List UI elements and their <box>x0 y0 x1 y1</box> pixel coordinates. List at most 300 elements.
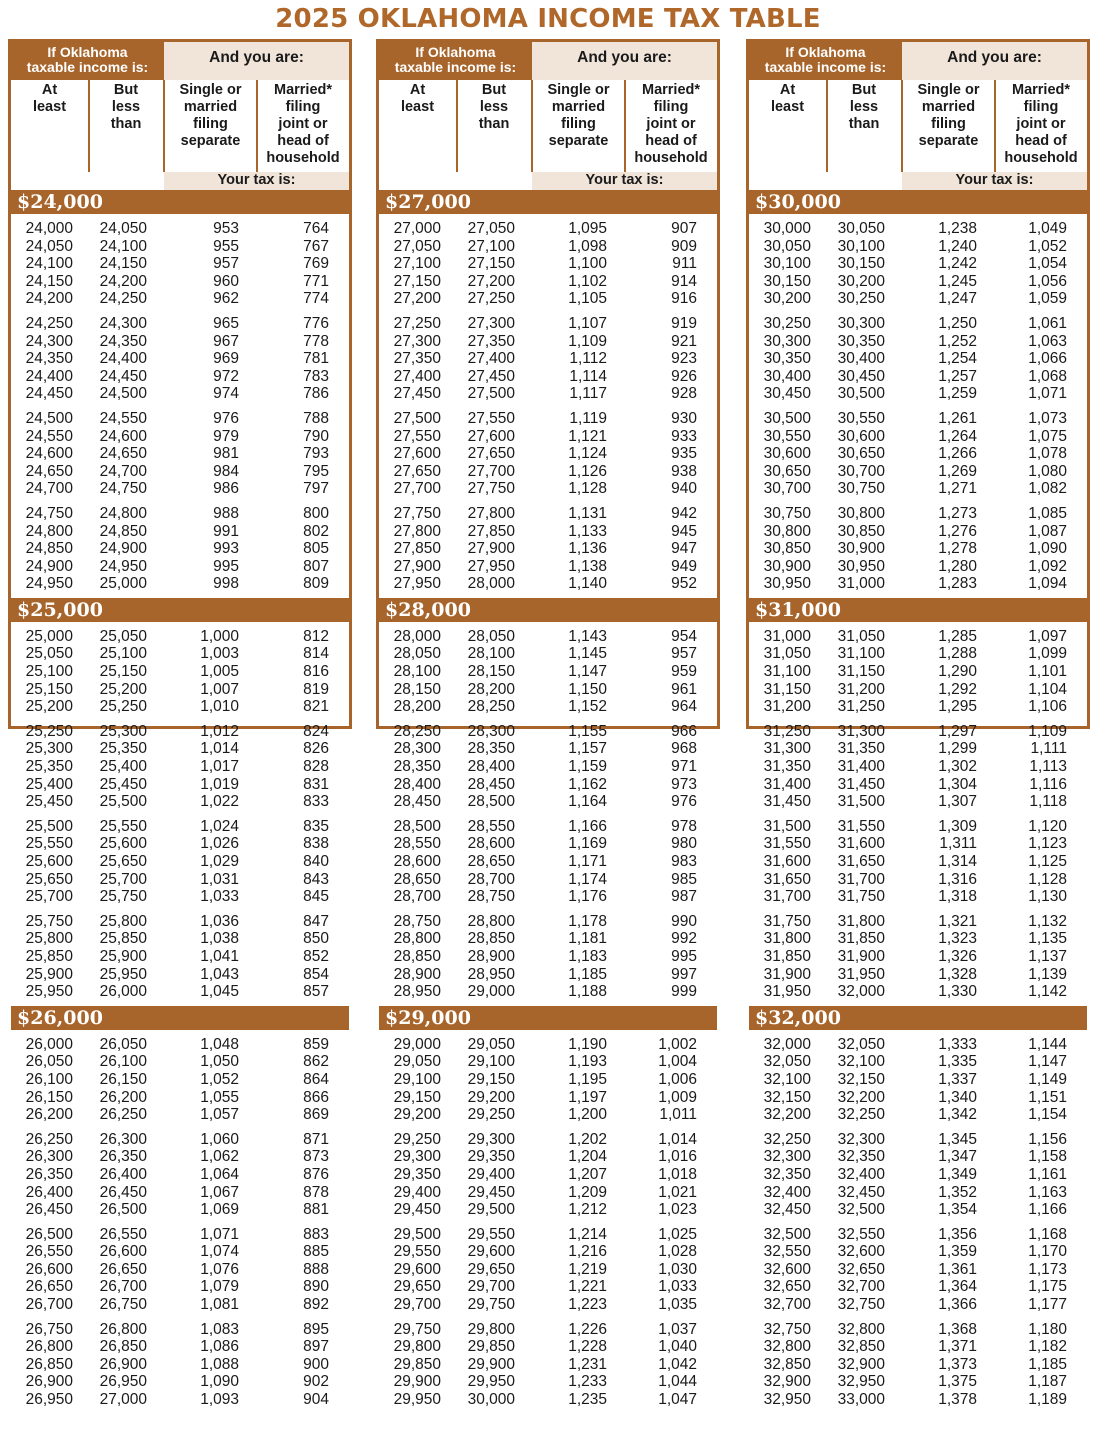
single-tax-cell: 1,067 <box>200 1183 239 1201</box>
row-group <box>749 913 1087 1001</box>
but-less-than-cell: 29,500 <box>467 1201 515 1219</box>
at-least-cell: 31,000 <box>763 627 811 645</box>
table-row <box>11 698 349 716</box>
at-least-cell: 28,650 <box>393 870 441 888</box>
single-header <box>532 80 625 172</box>
married-tax-cell: 1,144 <box>1028 1035 1067 1053</box>
row-group <box>11 220 349 308</box>
table-row <box>11 1373 349 1391</box>
at-least-cell: 24,300 <box>25 332 73 350</box>
married-tax-cell: 897 <box>303 1338 329 1356</box>
but-less-than-cell: 25,550 <box>99 817 147 835</box>
single-tax-cell: 965 <box>213 314 239 332</box>
table-row <box>11 948 349 966</box>
but-less-than-cell: 24,350 <box>99 332 147 350</box>
married-tax-cell: 854 <box>303 965 329 983</box>
single-tax-cell: 1,197 <box>568 1088 607 1106</box>
table-row <box>11 1071 349 1089</box>
table-row <box>379 575 717 593</box>
single-tax-cell: 1,033 <box>200 888 239 906</box>
at-least-cell: 30,350 <box>763 350 811 368</box>
at-least-cell: 32,200 <box>763 1106 811 1124</box>
your-tax-header: Your tax is: <box>902 172 1087 190</box>
single-tax-cell: 1,136 <box>568 540 607 558</box>
single-tax-cell: 984 <box>213 462 239 480</box>
table-row <box>11 1356 349 1374</box>
single-tax-cell: 995 <box>213 557 239 575</box>
single-tax-cell: 1,114 <box>569 367 607 385</box>
table-row <box>379 238 717 256</box>
but-less-than-cell: 25,350 <box>99 740 147 758</box>
at-least-cell: 31,750 <box>763 912 811 930</box>
married-tax-cell: 819 <box>303 680 329 698</box>
table-row <box>749 1131 1087 1149</box>
table-row <box>379 983 717 1001</box>
header-line: less <box>479 99 509 115</box>
married-tax-cell: 866 <box>303 1088 329 1106</box>
married-tax-cell: 767 <box>303 237 329 255</box>
but-less-than-cell: 26,150 <box>99 1070 147 1088</box>
section-bar: $26,000 <box>11 1006 349 1030</box>
at-least-cell: 30,750 <box>763 504 811 522</box>
table-row <box>749 628 1087 646</box>
table-row <box>379 888 717 906</box>
single-tax-cell: 1,321 <box>938 912 977 930</box>
table-row <box>749 966 1087 984</box>
but-less-than-cell: 32,300 <box>837 1130 885 1148</box>
row-group <box>379 220 717 308</box>
married-tax-cell: 862 <box>303 1053 329 1071</box>
single-tax-cell: 1,375 <box>938 1373 977 1391</box>
at-least-cell: 30,700 <box>763 480 811 498</box>
table-row <box>11 333 349 351</box>
column-divider <box>88 80 90 172</box>
table-row <box>379 505 717 523</box>
single-tax-cell: 1,183 <box>568 947 607 965</box>
status-header: And you are: <box>164 42 349 80</box>
table-row <box>11 505 349 523</box>
at-least-cell: 26,450 <box>25 1201 73 1219</box>
row-group <box>379 913 717 1001</box>
but-less-than-cell: 29,450 <box>467 1183 515 1201</box>
single-tax-cell: 1,069 <box>200 1201 239 1219</box>
but-less-than-cell: 26,050 <box>99 1035 147 1053</box>
table-row <box>379 1036 717 1054</box>
single-tax-cell: 1,095 <box>568 220 607 237</box>
single-tax-cell: 1,269 <box>938 462 977 480</box>
table-row <box>11 523 349 541</box>
single-header <box>902 80 995 172</box>
but-less-than-cell: 31,150 <box>837 663 885 681</box>
table-section <box>379 214 717 598</box>
at-least-header <box>749 80 826 172</box>
table-row <box>749 523 1087 541</box>
but-less-than-cell: 28,150 <box>467 663 515 681</box>
married-tax-cell: 1,054 <box>1028 255 1067 273</box>
but-less-than-cell: 24,200 <box>99 272 147 290</box>
single-tax-cell: 1,062 <box>200 1148 239 1166</box>
but-less-than-cell: 27,950 <box>467 557 515 575</box>
single-tax-cell: 976 <box>213 409 239 427</box>
at-least-cell: 30,850 <box>763 540 811 558</box>
but-less-than-cell: 26,350 <box>99 1148 147 1166</box>
but-less-than-cell: 32,950 <box>837 1373 885 1391</box>
row-group <box>379 1036 717 1124</box>
married-tax-cell: 1,130 <box>1028 888 1067 906</box>
single-tax-cell: 1,057 <box>200 1106 239 1124</box>
but-less-than-cell: 30,100 <box>837 237 885 255</box>
but-less-than-cell: 25,600 <box>99 835 147 853</box>
at-least-cell: 26,250 <box>25 1130 73 1148</box>
table-row <box>749 1373 1087 1391</box>
table-row <box>11 428 349 446</box>
married-tax-cell: 1,087 <box>1028 522 1067 540</box>
table-row <box>11 410 349 428</box>
single-tax-cell: 1,071 <box>200 1225 239 1243</box>
single-tax-cell: 1,088 <box>200 1355 239 1373</box>
table-row <box>379 930 717 948</box>
married-tax-cell: 1,189 <box>1028 1391 1067 1409</box>
married-tax-cell: 1,002 <box>658 1035 697 1053</box>
single-tax-cell: 1,074 <box>200 1243 239 1261</box>
but-less-than-cell: 30,800 <box>837 504 885 522</box>
married-tax-cell: 845 <box>303 888 329 906</box>
at-least-cell: 28,450 <box>393 793 441 811</box>
single-tax-cell: 1,143 <box>568 627 607 645</box>
table-row <box>379 1356 717 1374</box>
table-row <box>749 220 1087 238</box>
table-row <box>11 1036 349 1054</box>
but-less-than-cell: 28,350 <box>467 740 515 758</box>
married-tax-cell: 1,116 <box>1029 775 1067 793</box>
married-tax-cell: 797 <box>303 480 329 498</box>
table-row <box>749 1036 1087 1054</box>
row-group <box>749 1226 1087 1314</box>
married-tax-cell: 783 <box>303 367 329 385</box>
married-tax-cell: 859 <box>303 1035 329 1053</box>
table-row <box>749 723 1087 741</box>
but-less-than-cell: 31,900 <box>837 947 885 965</box>
married-tax-cell: 807 <box>303 557 329 575</box>
at-least-cell: 24,000 <box>25 220 73 237</box>
header-line: At <box>409 82 426 98</box>
table-row <box>379 628 717 646</box>
married-tax-cell: 826 <box>303 740 329 758</box>
table-row <box>379 220 717 238</box>
but-less-than-cell: 24,750 <box>99 480 147 498</box>
but-less-than-cell: 24,250 <box>99 290 147 308</box>
but-less-than-cell: 29,550 <box>467 1225 515 1243</box>
married-tax-cell: 778 <box>303 332 329 350</box>
header-line: But <box>113 82 139 98</box>
single-tax-cell: 974 <box>213 385 239 403</box>
married-tax-cell: 1,037 <box>658 1320 697 1338</box>
at-least-cell: 28,800 <box>393 930 441 948</box>
table-row <box>11 758 349 776</box>
single-tax-cell: 1,083 <box>200 1320 239 1338</box>
married-tax-cell: 1,018 <box>658 1165 697 1183</box>
at-least-cell: 29,550 <box>393 1243 441 1261</box>
but-less-than-cell: 25,050 <box>99 627 147 645</box>
single-tax-cell: 1,264 <box>938 427 977 445</box>
at-least-cell: 25,750 <box>25 912 73 930</box>
but-less-than-cell: 29,200 <box>467 1088 515 1106</box>
but-less-than-cell: 31,550 <box>837 817 885 835</box>
married-tax-cell: 812 <box>303 627 329 645</box>
at-least-cell: 30,250 <box>763 314 811 332</box>
single-tax-cell: 1,352 <box>938 1183 977 1201</box>
header-line: Single or <box>547 82 610 98</box>
single-tax-cell: 1,323 <box>938 930 977 948</box>
married-tax-cell: 964 <box>671 698 697 716</box>
but-less-than-cell: 27,650 <box>467 445 515 463</box>
at-least-cell: 25,150 <box>25 680 73 698</box>
row-group <box>749 220 1087 308</box>
single-tax-cell: 1,102 <box>568 272 607 290</box>
income-header <box>749 42 902 80</box>
but-less-than-cell: 24,150 <box>99 255 147 273</box>
but-less-than-cell: 26,250 <box>99 1106 147 1124</box>
but-less-than-cell: 28,250 <box>467 698 515 716</box>
at-least-cell: 24,350 <box>25 350 73 368</box>
table-row <box>749 1089 1087 1107</box>
married-tax-cell: 816 <box>303 663 329 681</box>
married-tax-cell: 1,090 <box>1028 540 1067 558</box>
single-tax-cell: 1,048 <box>200 1035 239 1053</box>
married-tax-cell: 968 <box>671 740 697 758</box>
at-least-cell: 30,300 <box>763 332 811 350</box>
but-less-than-cell: 24,900 <box>99 540 147 558</box>
married-tax-cell: 774 <box>303 290 329 308</box>
at-least-cell: 24,750 <box>25 504 73 522</box>
table-row <box>11 350 349 368</box>
row-group <box>749 628 1087 716</box>
but-less-than-cell: 28,300 <box>467 722 515 740</box>
at-least-cell: 28,200 <box>393 698 441 716</box>
status-header: And you are: <box>532 42 717 80</box>
but-less-than-cell: 25,700 <box>99 870 147 888</box>
row-group <box>379 723 717 811</box>
row-group <box>749 1131 1087 1219</box>
married-tax-cell: 992 <box>671 930 697 948</box>
single-tax-cell: 1,138 <box>568 557 607 575</box>
married-tax-cell: 847 <box>303 912 329 930</box>
table-row <box>11 888 349 906</box>
at-least-cell: 26,400 <box>25 1183 73 1201</box>
at-least-cell: 30,500 <box>763 409 811 427</box>
income-header-line: If Oklahoma <box>47 44 128 60</box>
married-tax-cell: 954 <box>671 627 697 645</box>
single-tax-cell: 1,117 <box>569 385 607 403</box>
single-tax-cell: 1,050 <box>200 1053 239 1071</box>
but-less-than-cell: 29,400 <box>467 1165 515 1183</box>
table-row <box>749 1166 1087 1184</box>
married-tax-cell: 1,180 <box>1028 1320 1067 1338</box>
but-less-than-cell: 30,750 <box>837 480 885 498</box>
but-less-than-cell: 30,600 <box>837 427 885 445</box>
table-row <box>11 575 349 593</box>
married-tax-cell: 786 <box>303 385 329 403</box>
single-tax-cell: 1,316 <box>938 870 977 888</box>
single-tax-cell: 957 <box>213 255 239 273</box>
table-row <box>749 480 1087 498</box>
at-least-cell: 32,700 <box>763 1296 811 1314</box>
but-less-than-cell: 32,900 <box>837 1355 885 1373</box>
table-row <box>749 540 1087 558</box>
married-tax-cell: 769 <box>303 255 329 273</box>
row-group <box>379 410 717 498</box>
single-tax-cell: 1,311 <box>939 835 977 853</box>
table-row <box>749 558 1087 576</box>
single-tax-cell: 1,145 <box>568 645 607 663</box>
but-less-than-cell: 25,950 <box>99 965 147 983</box>
header-line: separate <box>548 133 609 149</box>
at-least-cell: 24,800 <box>25 522 73 540</box>
but-less-than-cell: 29,300 <box>467 1130 515 1148</box>
row-group <box>749 1036 1087 1124</box>
table-section <box>11 622 349 1006</box>
at-least-cell: 32,050 <box>763 1053 811 1071</box>
at-least-cell: 29,600 <box>393 1260 441 1278</box>
but-less-than-cell: 31,000 <box>837 575 885 593</box>
at-least-cell: 31,500 <box>763 817 811 835</box>
married-tax-cell: 843 <box>303 870 329 888</box>
table-row <box>379 966 717 984</box>
married-tax-cell: 916 <box>671 290 697 308</box>
single-tax-cell: 1,162 <box>568 775 607 793</box>
at-least-cell: 28,850 <box>393 947 441 965</box>
header-line: joint or <box>1016 116 1066 132</box>
at-least-cell: 32,500 <box>763 1225 811 1243</box>
table-row <box>379 290 717 308</box>
at-least-cell: 24,600 <box>25 445 73 463</box>
but-less-than-cell: 31,700 <box>837 870 885 888</box>
but-less-than-cell: 32,850 <box>837 1338 885 1356</box>
header-line: filing <box>653 99 689 115</box>
married-tax-cell: 959 <box>671 663 697 681</box>
single-tax-cell: 1,333 <box>938 1035 977 1053</box>
married-tax-cell: 873 <box>303 1148 329 1166</box>
married-tax-cell: 973 <box>671 775 697 793</box>
table-row <box>379 350 717 368</box>
but-less-than-cell: 28,050 <box>467 627 515 645</box>
single-tax-cell: 1,280 <box>938 557 977 575</box>
but-less-than-cell: 27,700 <box>467 462 515 480</box>
but-less-than-cell: 25,100 <box>99 645 147 663</box>
header-line: least <box>32 99 67 115</box>
table-row <box>379 818 717 836</box>
married-tax-cell: 881 <box>303 1201 329 1219</box>
single-tax-cell: 1,245 <box>938 272 977 290</box>
table-row <box>749 698 1087 716</box>
married-tax-cell: 902 <box>303 1373 329 1391</box>
at-least-cell: 32,950 <box>763 1391 811 1409</box>
married-tax-cell: 945 <box>671 522 697 540</box>
at-least-cell: 26,350 <box>25 1165 73 1183</box>
but-less-than-header <box>826 80 902 172</box>
header-line: Single or <box>917 82 980 98</box>
table-row <box>11 1278 349 1296</box>
at-least-cell: 28,750 <box>393 912 441 930</box>
single-tax-cell: 1,086 <box>200 1338 239 1356</box>
header-line: Married* <box>273 82 333 98</box>
single-tax-cell: 1,259 <box>938 385 977 403</box>
at-least-cell: 28,550 <box>393 835 441 853</box>
table-section <box>749 214 1087 598</box>
single-tax-cell: 1,345 <box>938 1130 977 1148</box>
but-less-than-cell: 31,600 <box>837 835 885 853</box>
but-less-than-cell: 27,350 <box>467 332 515 350</box>
but-less-than-cell: 29,700 <box>467 1278 515 1296</box>
table-row <box>749 1243 1087 1261</box>
married-tax-cell: 1,166 <box>1028 1201 1067 1219</box>
but-less-than-cell: 30,350 <box>837 332 885 350</box>
table-row <box>379 1184 717 1202</box>
but-less-than-cell: 30,400 <box>837 350 885 368</box>
but-less-than-cell: 30,550 <box>837 409 885 427</box>
header-line: filing <box>931 116 966 132</box>
header-line: less <box>111 99 141 115</box>
but-less-than-cell: 27,900 <box>467 540 515 558</box>
but-less-than-cell: 27,800 <box>467 504 515 522</box>
single-tax-cell: 1,212 <box>568 1201 607 1219</box>
at-least-cell: 32,150 <box>763 1088 811 1106</box>
income-header-line: taxable income is: <box>764 59 887 75</box>
table-row <box>379 410 717 428</box>
married-tax-cell: 1,033 <box>658 1278 697 1296</box>
table-row <box>749 1148 1087 1166</box>
married-tax-cell: 1,092 <box>1028 557 1067 575</box>
at-least-cell: 29,500 <box>393 1225 441 1243</box>
row-group <box>11 1321 349 1409</box>
at-least-cell: 31,800 <box>763 930 811 948</box>
table-row <box>11 1148 349 1166</box>
single-tax-cell: 981 <box>213 445 239 463</box>
at-least-cell: 25,950 <box>25 983 73 1001</box>
tax-table-panel <box>8 39 352 1409</box>
but-less-than-cell: 27,850 <box>467 522 515 540</box>
at-least-cell: 26,100 <box>25 1070 73 1088</box>
at-least-cell: 30,100 <box>763 255 811 273</box>
table-row <box>379 255 717 273</box>
single-tax-cell: 1,010 <box>200 698 239 716</box>
but-less-than-cell: 24,950 <box>99 557 147 575</box>
married-tax-cell: 1,040 <box>658 1338 697 1356</box>
row-group <box>749 505 1087 593</box>
header-line: Single or <box>179 82 242 98</box>
but-less-than-cell: 28,850 <box>467 930 515 948</box>
table-row <box>11 273 349 291</box>
table-row <box>749 871 1087 889</box>
single-tax-cell: 1,290 <box>938 663 977 681</box>
but-less-than-cell: 28,750 <box>467 888 515 906</box>
at-least-cell: 28,050 <box>393 645 441 663</box>
single-tax-cell: 1,368 <box>938 1320 977 1338</box>
but-less-than-cell: 28,100 <box>467 645 515 663</box>
married-tax-cell: 1,061 <box>1028 314 1067 332</box>
but-less-than-cell: 25,900 <box>99 947 147 965</box>
married-tax-cell: 781 <box>303 350 329 368</box>
married-tax-cell: 911 <box>672 255 697 273</box>
at-least-cell: 26,300 <box>25 1148 73 1166</box>
single-tax-cell: 1,185 <box>568 965 607 983</box>
table-row <box>11 793 349 811</box>
but-less-than-cell: 25,150 <box>99 663 147 681</box>
married-tax-cell: 1,123 <box>1028 835 1067 853</box>
table-row <box>379 793 717 811</box>
tax-table-panel <box>746 39 1090 1409</box>
at-least-cell: 24,550 <box>25 427 73 445</box>
